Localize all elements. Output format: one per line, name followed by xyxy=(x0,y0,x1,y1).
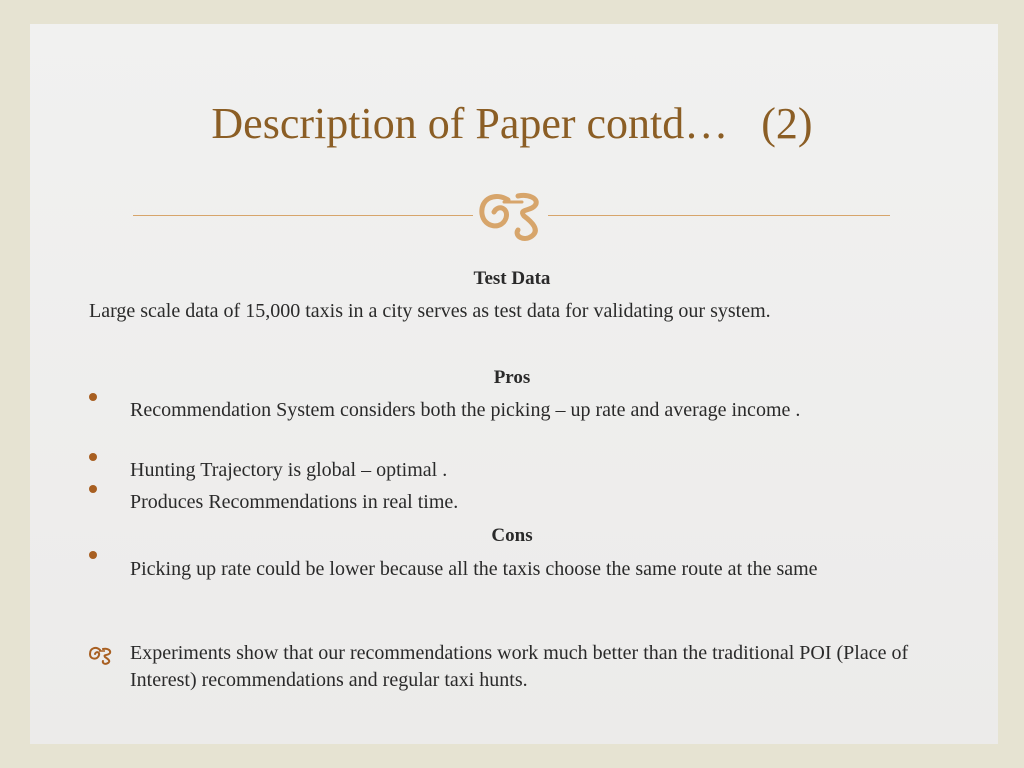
pros-item: Recommendation System considers both the picking – up rate and average income . xyxy=(130,399,801,421)
cons-heading: Cons xyxy=(491,525,533,546)
bullet-dot-icon xyxy=(89,453,97,461)
test-data-heading: Test Data xyxy=(473,268,551,289)
conclusion-text: Experiments show that our recommendations work much better than the traditional POI (Place of Interest) recommendations and regular taxi hunts. xyxy=(130,642,909,691)
swash-bullet-icon xyxy=(88,645,114,665)
bullet-dot-icon xyxy=(89,485,97,493)
cons-item: Picking up rate could be lower because all the taxis choose the same route at the same xyxy=(130,558,818,580)
bullet-dot-icon xyxy=(89,393,97,401)
test-data-text: Large scale data of 15,000 taxis in a city serves as test data for validating our system. xyxy=(89,300,771,322)
slide-title: Description of Paper contd… (2) xyxy=(211,99,813,148)
pros-heading: Pros xyxy=(493,367,531,388)
pros-item: Produces Recommendations in real time. xyxy=(130,491,459,513)
pros-item: Hunting Trajectory is global – optimal . xyxy=(130,459,448,481)
bullet-dot-icon xyxy=(89,551,97,559)
